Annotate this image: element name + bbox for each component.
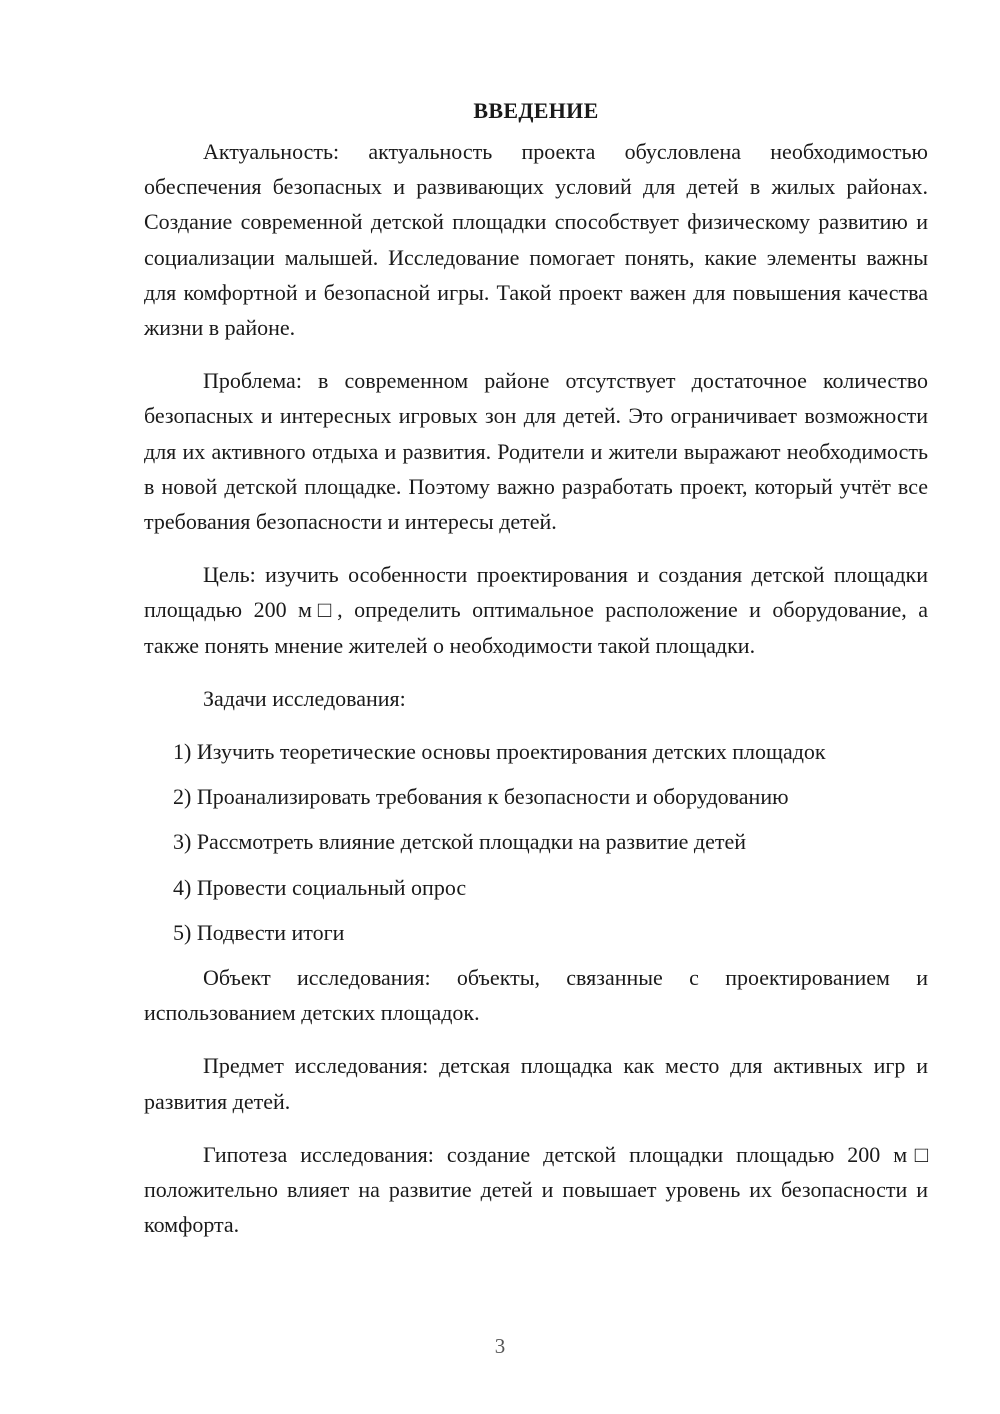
task-item: 1) Изучить теоретические основы проектирования детских площадок xyxy=(173,739,826,765)
paragraph-goal: Цель: изучить особенности проектирования и создания детской площадки площадью 200 м□, определить оптимальное расположение и оборудование, а также понять мнение жителей о необходимости такой площадки. xyxy=(144,562,928,658)
paragraph-subject: Предмет исследования: детская площадка как место для активных игр и развития детей. xyxy=(144,1053,928,1114)
document-page xyxy=(144,94,928,1260)
task-item: 5) Подвести итоги xyxy=(173,919,345,945)
tasks-label: Задачи исследования: xyxy=(203,685,406,711)
task-item: 2) Проанализировать требования к безопасности и оборудованию xyxy=(173,784,789,810)
task-item: 3) Рассмотреть влияние детской площадки на развитие детей xyxy=(173,829,747,855)
paragraph-hypothesis: Гипотеза исследования: создание детской площадки площадью 200 м□ положительно влияет на развитие детей и повышает уровень их безопасности и комфорта. xyxy=(144,1141,928,1238)
page-number: 3 xyxy=(494,1334,506,1358)
paragraph-object: Объект исследования: объекты, связанные с проектированием и использованием детских площадок. xyxy=(144,965,928,1026)
tasks-list xyxy=(144,734,928,950)
paragraph-problem: Проблема: в современном районе отсутствует достаточное количество безопасных и интересных игровых зон для детей. Это ограничивает возможности для их активного отдыха и развития. Родители и жители выражают необходимость в новой детской площадке. Поэтому важно разработать проект, который учтёт все требования безопасности и интересы детей. xyxy=(144,368,928,535)
document-heading: ВВЕДЕНИЕ xyxy=(473,98,599,123)
paragraph-relevance: Актуальность: актуальность проекта обусловлена необходимостью обеспечения безопасных и развивающих условий для детей в жилых районах. Создание современной детской площадки способствует физическому развитию и социализации малышей. Исследование помогает понять, какие элементы важны для комфортной и безопасной игры. Такой проект важен для повышения качества жизни в районе. xyxy=(144,139,928,341)
task-item: 4) Провести социальный опрос xyxy=(173,874,467,900)
